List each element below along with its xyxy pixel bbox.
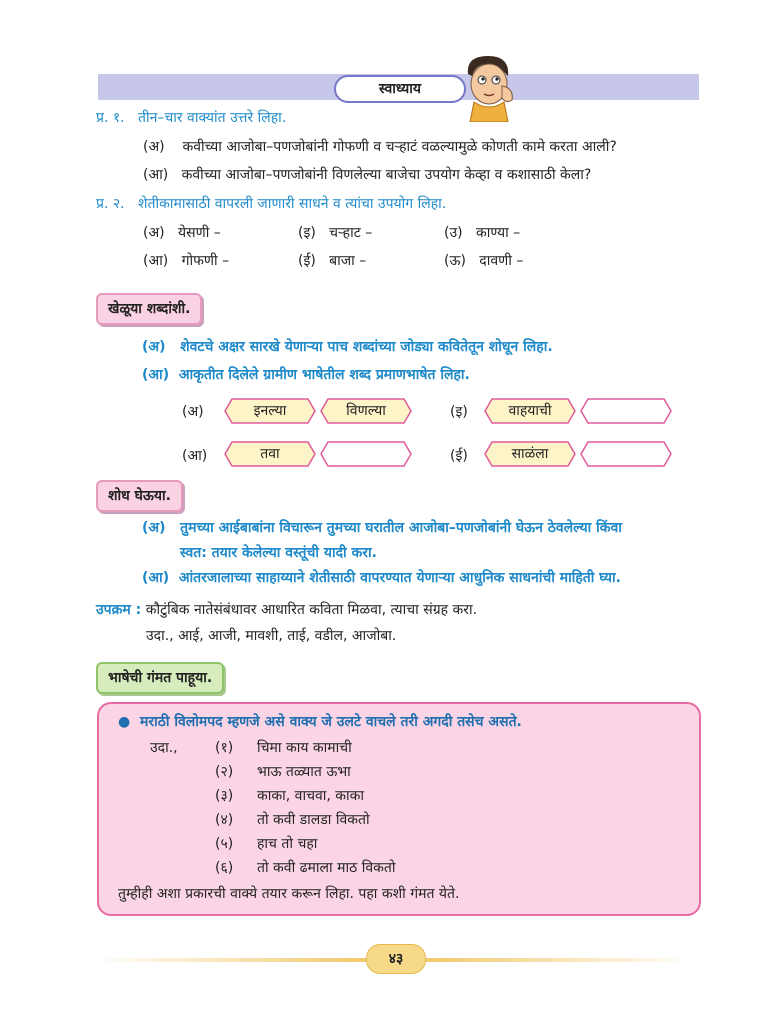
item-mark: (आ)	[143, 167, 169, 183]
khel-item-a: (अ) शेवटचे अक्षर सारखे येणाऱ्या पाच शब्दांच्या जोड्या कवितेतून शोधून लिहा.	[142, 339, 553, 355]
palindrome-definition: ● मराठी विलोमपद म्हणजे असे वाक्य जे उलटे वाचले तरी अगदी तसेच असते.	[118, 714, 522, 730]
page-number: ४३	[366, 944, 426, 974]
example-row: (६) तो कवी ढमाला माठ विकतो	[215, 860, 396, 876]
uda-label: उदा.,	[150, 740, 178, 756]
question-label: प्र. २.	[96, 196, 125, 212]
q2-item: (ऊ) दावणी –	[444, 253, 524, 269]
closing-line: तुम्हीही अशा प्रकारची वाक्ये तयार करून लिहा. पहा कशी गंमत येते.	[118, 886, 460, 902]
section-heading-shodh: शोध घेऊया.	[96, 480, 183, 512]
question-text: शेतीकामासाठी वापरली जाणारी साधने व त्यांचा उपयोग लिहा.	[137, 196, 447, 212]
shodh-item-a-line2: स्वत: तयार केलेल्या वस्तूंची यादी करा.	[180, 545, 377, 561]
word-box-filled: इनल्या	[224, 398, 316, 424]
thinking-boy-illustration	[458, 52, 520, 122]
question-1	[96, 108, 286, 127]
shodh-item-aa: (आ) आंतरजालाच्या साहाय्याने शेतीसाठी वापरण्यात येणाऱ्या आधुनिक साधनांची माहिती घ्या.	[142, 570, 621, 586]
upakram-label: उपक्रम :	[96, 602, 142, 618]
item-mark: (अ)	[143, 139, 165, 155]
word-box-answer: विणल्या	[320, 398, 412, 424]
upakram-example: उदा., आई, आजी, मावशी, ताई, वडील, आजोबा.	[146, 628, 397, 644]
question-label: प्र. १.	[96, 110, 125, 126]
upakram-text: कौटुंबिक नातेसंबंधावर आधारित कविता मिळवा, त्याचा संग्रह करा.	[145, 602, 478, 618]
upakram	[96, 600, 477, 619]
word-box-filled: साळंला	[484, 441, 576, 467]
q1-item-aa	[143, 165, 591, 184]
item-text: कवीच्या आजोबा–पणजोबांनी गोफणी व चऱ्हाटं वळल्यामुळे कोणती कामे करता आली?	[182, 139, 617, 155]
pair-mark: (अ)	[182, 404, 204, 420]
example-row: (१) चिमा काय कामाची	[215, 740, 352, 756]
q2-item: (इ) चऱ्हाट –	[298, 225, 373, 241]
question-2	[96, 194, 446, 213]
page-title: स्वाध्याय	[334, 75, 466, 103]
word-box-filled: तवा	[224, 441, 316, 467]
section-heading-khelu: खेळूया शब्दांशी.	[96, 293, 202, 325]
question-text: तीन–चार वाक्यांत उत्तरे लिहा.	[137, 110, 287, 126]
q2-item: (आ) गोफणी –	[143, 253, 230, 269]
example-row: (४) तो कवी डालडा विकतो	[215, 812, 370, 828]
pair-mark: (इ)	[450, 404, 468, 420]
q2-item: (अ) येसणी –	[143, 225, 221, 241]
example-row: (५) हाच तो चहा	[215, 836, 318, 852]
q2-item: (ई) बाजा –	[298, 253, 367, 269]
pair-mark: (ई)	[450, 448, 468, 464]
item-text: कवीच्या आजोबा–पणजोबांनी विणलेल्या बाजेचा उपयोग केव्हा व कशासाठी केला?	[181, 167, 592, 183]
word-box-empty[interactable]	[580, 441, 672, 467]
khel-item-aa: (आ) आकृतीत दिलेले ग्रामीण भाषेतील शब्द प्रमाणभाषेत लिहा.	[142, 367, 470, 383]
q1-item-a	[143, 137, 617, 156]
section-heading-bhasha: भाषेची गंमत पाहूया.	[96, 662, 224, 694]
word-box-empty[interactable]	[320, 441, 412, 467]
word-box-empty[interactable]	[580, 398, 672, 424]
pair-mark: (आ)	[182, 448, 208, 464]
example-row: (२) भाऊ तळ्यात ऊभा	[215, 764, 351, 780]
word-box-filled: वाहयाची	[484, 398, 576, 424]
shodh-item-a: (अ) तुमच्या आईबाबांना विचारून तुमच्या घरातील आजोबा–पणजोबांनी घेऊन ठेवलेल्या किंवा	[142, 520, 622, 536]
example-row: (३) काका, वाचवा, काका	[215, 788, 365, 804]
q2-item: (उ) काण्या –	[444, 225, 521, 241]
